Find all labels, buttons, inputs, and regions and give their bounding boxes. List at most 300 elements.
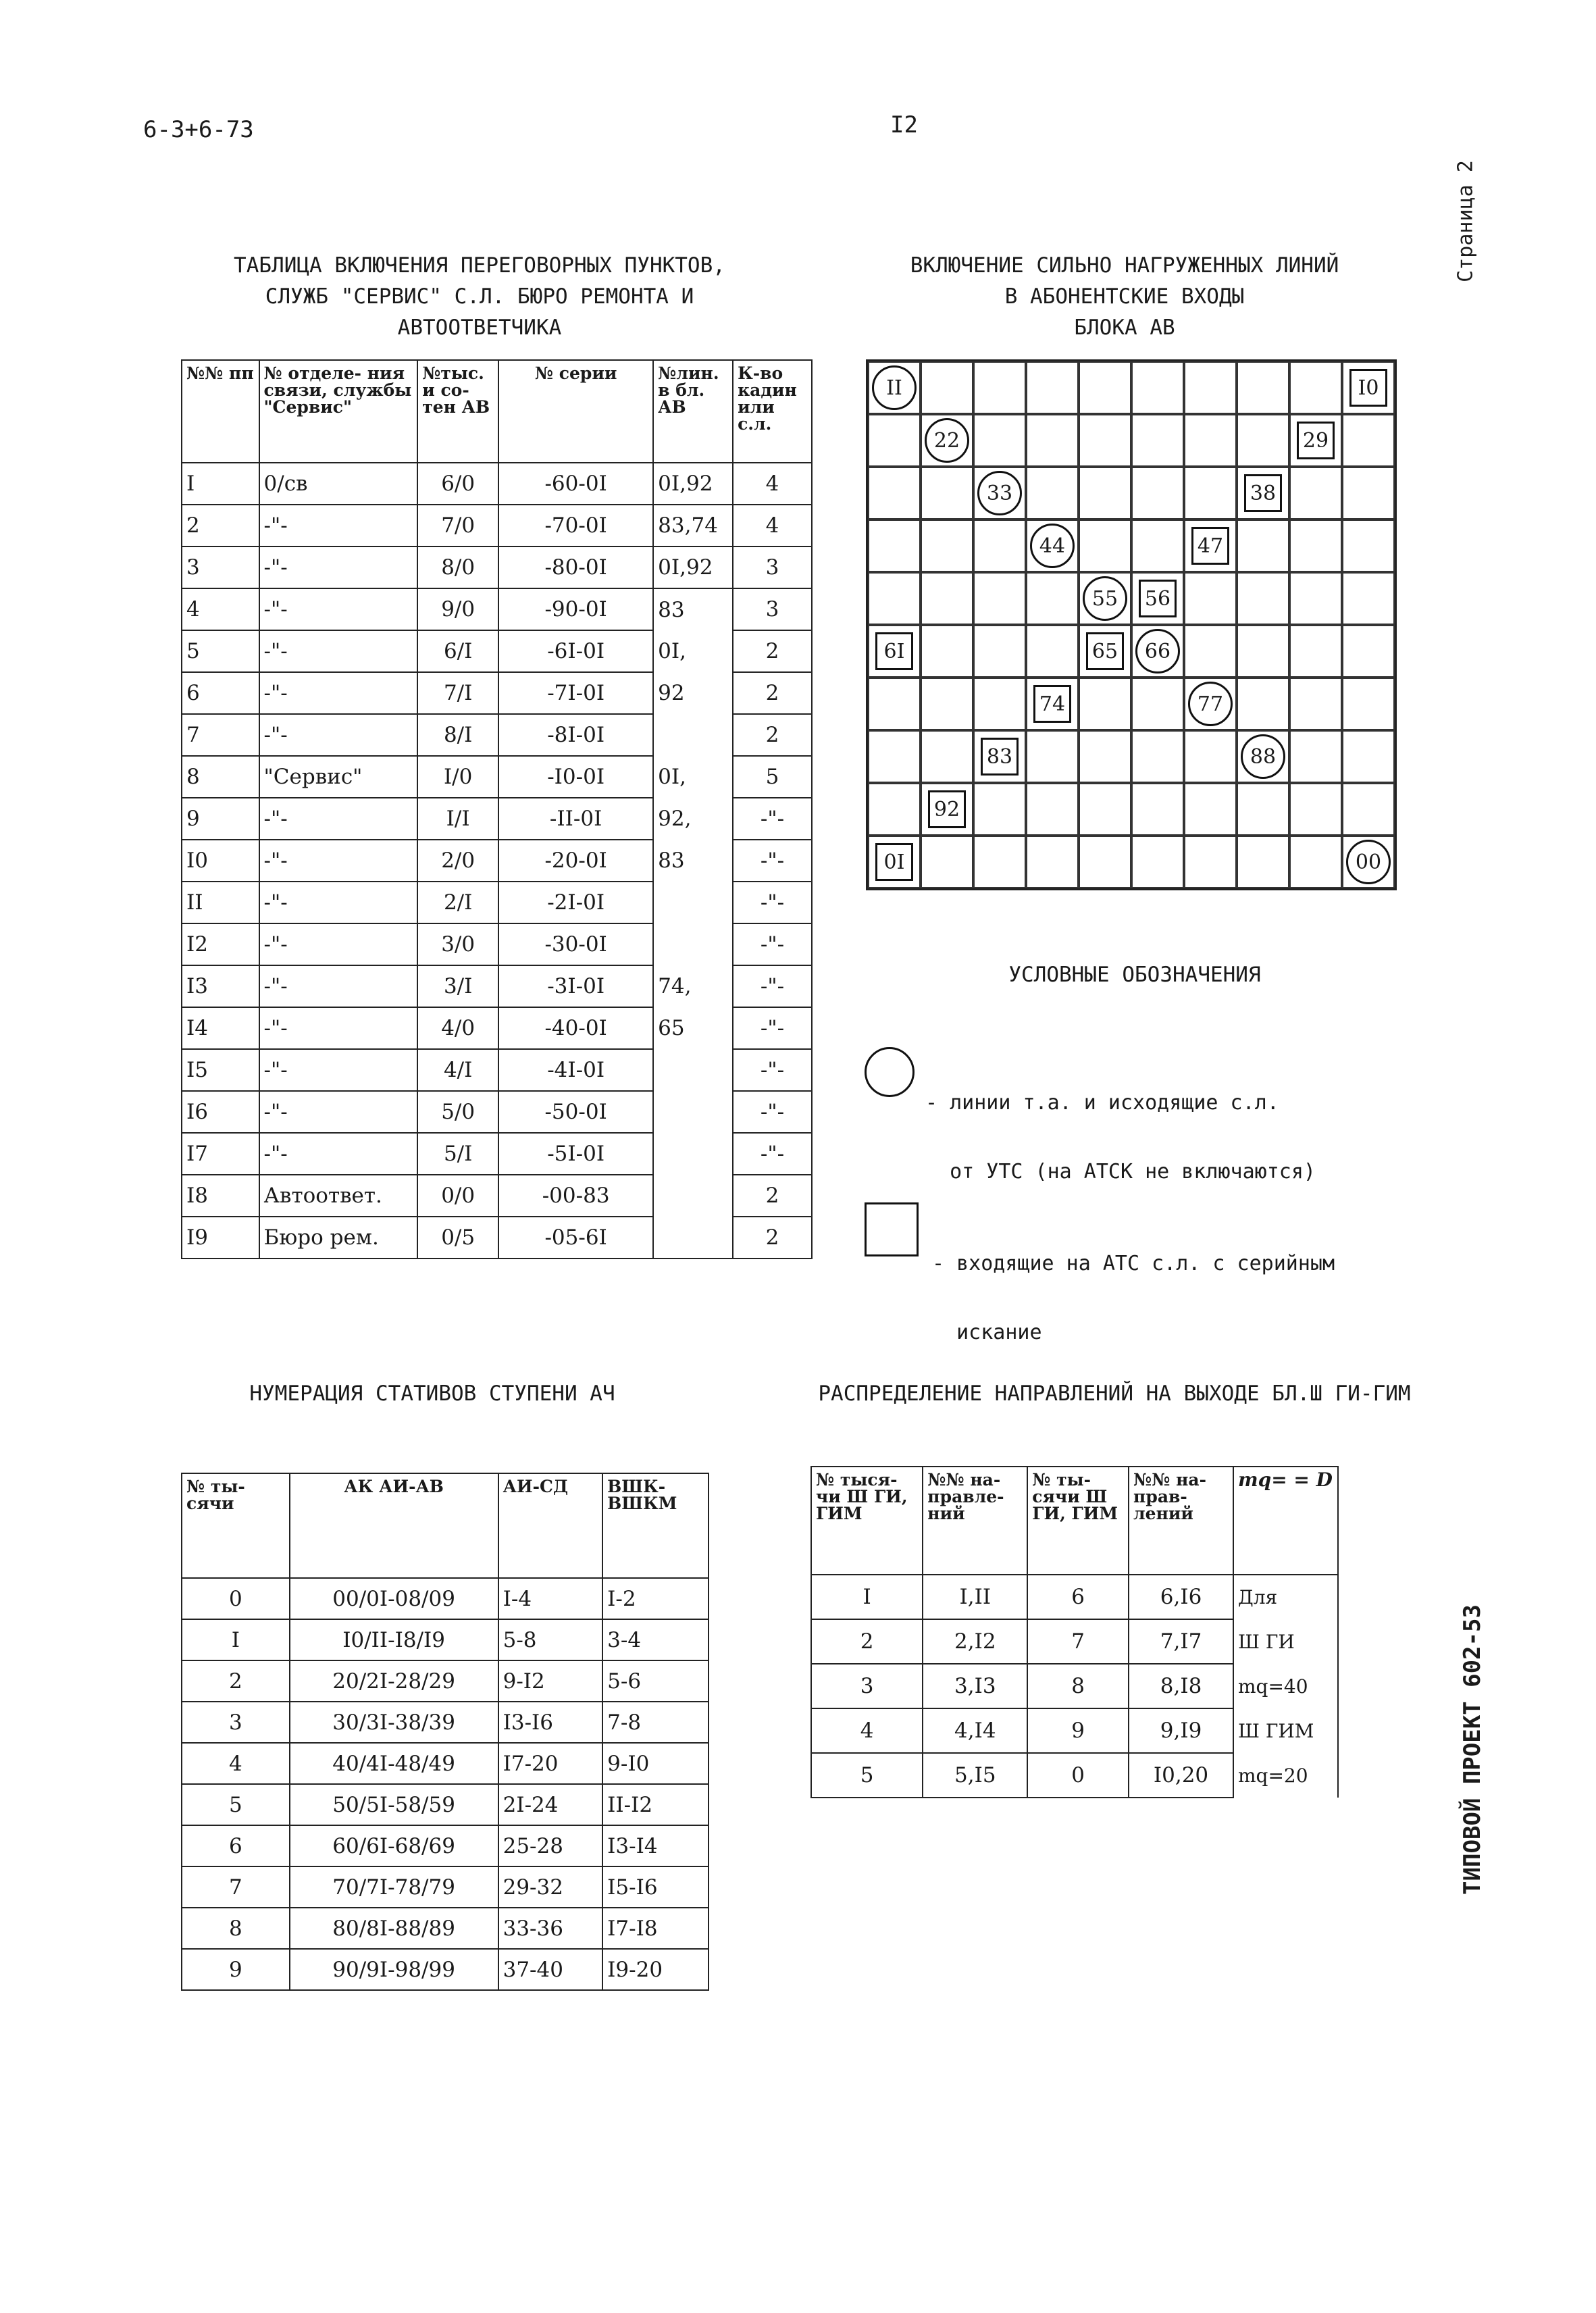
grid-cell (973, 361, 1026, 414)
table-cell: 5,I5 (923, 1753, 1027, 1798)
table-cell: -"- (259, 588, 418, 630)
grid-square-mark: 83 (981, 738, 1019, 776)
table-cell: 00/0I-08/09 (290, 1578, 498, 1619)
grid-cell (868, 572, 921, 625)
table1-header-row (182, 360, 812, 463)
table-cell: -"- (733, 1049, 812, 1091)
table-cell: 4 (182, 588, 259, 630)
grid-cell (1026, 361, 1079, 414)
table-cell: 2 (733, 630, 812, 672)
table-row (182, 505, 812, 547)
grid-cell (1079, 519, 1131, 572)
table3-header-row (811, 1467, 1338, 1575)
table-cell: mq=20 (1233, 1753, 1338, 1798)
grid-cell (1237, 361, 1289, 414)
grid-cell (973, 572, 1026, 625)
table-cell: 83,74 (653, 505, 733, 547)
grid-cell (1026, 836, 1079, 888)
table-cell: 0/5 (417, 1217, 498, 1259)
table-row (182, 965, 812, 1007)
grid-title-line3: БЛОКА АВ (1074, 315, 1175, 340)
legend-square-icon (865, 1202, 919, 1256)
table-cell: 8 (182, 756, 259, 798)
table-row (182, 882, 812, 923)
grid-cell (1289, 519, 1342, 572)
table-cell (653, 1217, 733, 1259)
table-cell: 83 (653, 840, 733, 882)
table-cell: -50-0I (498, 1091, 653, 1133)
table3-header-cell: №№ на- правле- ний (923, 1467, 1027, 1575)
table-cell: I (182, 1619, 290, 1660)
table-row (182, 672, 812, 714)
table-cell: II-I2 (602, 1784, 709, 1825)
grid-circle-mark: 00 (1346, 840, 1391, 884)
grid-circle-mark: 55 (1083, 576, 1127, 621)
table1-title-line2: СЛУЖБ "СЕРВИС" С.Л. БЮРО РЕМОНТА И (265, 284, 694, 309)
grid-cell (921, 678, 973, 730)
table-cell: I3 (182, 965, 259, 1007)
table-row (182, 1866, 709, 1908)
grid-cell (1342, 519, 1395, 572)
table-cell: -6I-0I (498, 630, 653, 672)
table-cell: I5-I6 (602, 1866, 709, 1908)
table-cell: 9-I0 (602, 1743, 709, 1784)
table2-header-cell: АИ-СД (498, 1473, 603, 1578)
table-cell: I0 (182, 840, 259, 882)
table-cell: 9 (1027, 1708, 1129, 1753)
grid-cell (1184, 730, 1237, 783)
grid-cell (1289, 625, 1342, 678)
table-cell: -"- (733, 1133, 812, 1175)
table-cell: 74, (653, 965, 733, 1007)
table-cell: 92, (653, 798, 733, 840)
table-cell: -8I-0I (498, 714, 653, 756)
table-cell: 6,I6 (1129, 1575, 1233, 1619)
table-cell: 3,I3 (923, 1664, 1027, 1708)
grid-cell (1184, 361, 1237, 414)
table-cell: 90/9I-98/99 (290, 1949, 498, 1990)
table2-header-cell: АК АИ-АВ (290, 1473, 498, 1578)
table-row (811, 1619, 1338, 1664)
table-cell: 7-8 (602, 1702, 709, 1743)
grid-cell (921, 625, 973, 678)
table-cell: -"- (733, 798, 812, 840)
grid-cell (1237, 625, 1289, 678)
table-cell: 5 (182, 630, 259, 672)
table-row (182, 1619, 709, 1660)
grid-cell (1184, 467, 1237, 519)
grid-square-mark: 92 (928, 790, 966, 828)
table-cell: 4 (733, 505, 812, 547)
grid-cell (1079, 467, 1131, 519)
table-cell: -"- (259, 547, 418, 588)
grid-cell (1026, 467, 1079, 519)
table-cell: 2,I2 (923, 1619, 1027, 1664)
table-cell: 0/св (259, 463, 418, 505)
table-row (182, 1660, 709, 1702)
grid-cell (1342, 572, 1395, 625)
table-cell: -"- (259, 714, 418, 756)
table3-header-cell: № ты- сячи Ш ГИ, ГИМ (1027, 1467, 1129, 1575)
doc-code: 6-3+6-73 (143, 116, 254, 143)
table-row (182, 798, 812, 840)
grid-cell (1237, 678, 1289, 730)
table-cell: -"- (733, 1091, 812, 1133)
table-cell: I,II (923, 1575, 1027, 1619)
legend-circle-line2: от УТС (на АТСК не включаются) (925, 1160, 1316, 1184)
grid-cell (1289, 467, 1342, 519)
table-row (182, 1702, 709, 1743)
table-cell: -"- (259, 505, 418, 547)
table-cell: 4,I4 (923, 1708, 1027, 1753)
table-cell: -"- (259, 1091, 418, 1133)
table1-header-cell: № отделе- ния связи, службы "Сервис" (259, 360, 418, 463)
table-cell: 29-32 (498, 1866, 603, 1908)
table-cell: 7,I7 (1129, 1619, 1233, 1664)
legend-circle-icon (865, 1047, 915, 1097)
grid-cell (1026, 572, 1079, 625)
table-cell: -70-0I (498, 505, 653, 547)
table-cell: -"- (259, 630, 418, 672)
grid-square-mark: 0I (875, 843, 913, 881)
table-cell: I5 (182, 1049, 259, 1091)
table-cell: Ш ГИМ (1233, 1708, 1338, 1753)
table1-header-cell: №тыс. и со- тен АВ (417, 360, 498, 463)
table3-header-cell: №№ на- прав- лений (1129, 1467, 1233, 1575)
grid-cell (921, 361, 973, 414)
table-cell: I6 (182, 1091, 259, 1133)
grid-cell (921, 519, 973, 572)
table-cell: -90-0I (498, 588, 653, 630)
table-cell: 0I,92 (653, 547, 733, 588)
table-cell: 3 (811, 1664, 923, 1708)
legend-square-line2: искание (932, 1321, 1042, 1344)
grid-cell (868, 467, 921, 519)
table-cell: -7I-0I (498, 672, 653, 714)
grid-cell (1184, 414, 1237, 467)
table-cell: I (811, 1575, 923, 1619)
grid-cell (1237, 414, 1289, 467)
table-cell: I-4 (498, 1578, 603, 1619)
table-cell: 33-36 (498, 1908, 603, 1949)
grid-square-mark: 74 (1033, 685, 1071, 723)
table-cell: 8 (1027, 1664, 1129, 1708)
table-cell: 2 (733, 1175, 812, 1217)
table2-title: НУМЕРАЦИЯ СТАТИВОВ СТУПЕНИ АЧ (249, 1381, 615, 1406)
grid-cell (868, 678, 921, 730)
table-cell: -5I-0I (498, 1133, 653, 1175)
grid-circle-mark: 66 (1135, 629, 1180, 673)
table-cell: -"- (733, 840, 812, 882)
table3-title: РАСПРЕДЕЛЕНИЕ НАПРАВЛЕНИЙ НА ВЫХОДЕ БЛ.Ш ГИ-ГИМ (818, 1381, 1411, 1406)
line-grid (866, 359, 1397, 890)
grid-cell (1237, 519, 1289, 572)
table-row (182, 1949, 709, 1990)
table-cell: 6 (182, 672, 259, 714)
legend-title: УСЛОВНЫЕ ОБОЗНАЧЕНИЯ (1008, 963, 1261, 987)
table-cell: 7 (182, 714, 259, 756)
grid-square-mark: 65 (1086, 632, 1124, 670)
table-row (182, 923, 812, 965)
table-row (182, 547, 812, 588)
grid-cell (1289, 361, 1342, 414)
grid-square-mark: 38 (1244, 474, 1282, 512)
table-cell: 0 (182, 1578, 290, 1619)
grid-title (838, 250, 1412, 343)
table-cell: 9 (182, 798, 259, 840)
direction-distribution-table (810, 1466, 1339, 1798)
table-cell: -4I-0I (498, 1049, 653, 1091)
table-row (182, 1217, 812, 1259)
table-cell (653, 1091, 733, 1133)
grid-cell (1131, 467, 1184, 519)
table-cell: 65 (653, 1007, 733, 1049)
table-cell: -20-0I (498, 840, 653, 882)
table-row (182, 1743, 709, 1784)
table-cell: 92 (653, 672, 733, 714)
grid-cell (973, 783, 1026, 836)
table-cell: -40-0I (498, 1007, 653, 1049)
table-row (182, 1007, 812, 1049)
table-cell: I8 (182, 1175, 259, 1217)
table-cell: 3/0 (417, 923, 498, 965)
table-cell: 5/0 (417, 1091, 498, 1133)
table-cell: 2 (733, 714, 812, 756)
table-cell: 8/0 (417, 547, 498, 588)
grid-cell (1079, 730, 1131, 783)
table-cell: -"- (259, 882, 418, 923)
grid-cell (1289, 730, 1342, 783)
table-cell: -2I-0I (498, 882, 653, 923)
table-cell: I7-20 (498, 1743, 603, 1784)
grid-cell (1131, 519, 1184, 572)
table-row (182, 463, 812, 505)
grid-cell (921, 836, 973, 888)
table-cell: 3 (182, 547, 259, 588)
table-cell: 80/8I-88/89 (290, 1908, 498, 1949)
legend-circle-text (925, 1046, 1316, 1206)
table-row (182, 1175, 812, 1217)
grid-cell (973, 625, 1026, 678)
grid-cell (973, 678, 1026, 730)
table-cell: I7 (182, 1133, 259, 1175)
legend-square-text (932, 1206, 1335, 1367)
grid-circle-mark: 22 (925, 418, 969, 463)
table-cell: I-2 (602, 1578, 709, 1619)
table-cell: 2 (733, 1217, 812, 1259)
table-cell: 5-8 (498, 1619, 603, 1660)
table-cell: -80-0I (498, 547, 653, 588)
grid-circle-mark: 33 (977, 471, 1022, 515)
table-cell: 4/I (417, 1049, 498, 1091)
grid-cell (921, 572, 973, 625)
table-cell: 20/2I-28/29 (290, 1660, 498, 1702)
table-cell (653, 714, 733, 756)
table-cell: 6/I (417, 630, 498, 672)
table-cell: 60/6I-68/69 (290, 1825, 498, 1866)
table-cell: mq=40 (1233, 1664, 1338, 1708)
table-cell: 9,I9 (1129, 1708, 1233, 1753)
table-cell: 0I, (653, 756, 733, 798)
table-cell: I (182, 463, 259, 505)
grid-cell (1131, 678, 1184, 730)
table-cell: -"- (733, 882, 812, 923)
table1-header-cell: №лин. в бл. АВ (653, 360, 733, 463)
table1-header-cell: № серии (498, 360, 653, 463)
table-cell: 7 (1027, 1619, 1129, 1664)
table1-header-cell: №№ пп (182, 360, 259, 463)
table-cell: 0I,92 (653, 463, 733, 505)
table-cell: Ш ГИ (1233, 1619, 1338, 1664)
table-cell: 50/5I-58/59 (290, 1784, 498, 1825)
table-cell: Автоответ. (259, 1175, 418, 1217)
table-row (182, 1091, 812, 1133)
table-row (182, 1908, 709, 1949)
grid-cell (1237, 836, 1289, 888)
table-cell: 6 (182, 1825, 290, 1866)
grid-cell (1342, 678, 1395, 730)
table-cell (653, 1049, 733, 1091)
grid-cell (1184, 625, 1237, 678)
table-cell: Бюро рем. (259, 1217, 418, 1259)
table-cell: 3 (182, 1702, 290, 1743)
grid-cell (1289, 783, 1342, 836)
table-cell: I3-I6 (498, 1702, 603, 1743)
grid-square-mark: 56 (1139, 580, 1177, 617)
table-cell: 83 (653, 588, 733, 630)
grid-cell (1289, 678, 1342, 730)
table2-header-row (182, 1473, 709, 1578)
table-cell: 5 (182, 1784, 290, 1825)
table-cell: 2 (182, 1660, 290, 1702)
table-cell: -I0-0I (498, 756, 653, 798)
table1-header-cell: К-во кадин или с.л. (733, 360, 812, 463)
table-cell (653, 1175, 733, 1217)
table-cell: 3 (733, 547, 812, 588)
grid-cell (1131, 414, 1184, 467)
page-number: I2 (890, 111, 918, 138)
grid-circle-mark: 88 (1241, 734, 1285, 779)
grid-cell (1131, 361, 1184, 414)
grid-cell (973, 836, 1026, 888)
table-cell (653, 882, 733, 923)
table-cell: -"- (259, 923, 418, 965)
table-cell: 6 (1027, 1575, 1129, 1619)
table-cell: 7/0 (417, 505, 498, 547)
grid-cell (1079, 678, 1131, 730)
grid-circle-mark: II (872, 365, 917, 410)
table-cell (653, 923, 733, 965)
table-cell: 9-I2 (498, 1660, 603, 1702)
table-cell: -II-0I (498, 798, 653, 840)
grid-cell (1026, 783, 1079, 836)
table2-header-cell: № ты- сячи (182, 1473, 290, 1578)
table-cell: 9 (182, 1949, 290, 1990)
table-cell: I/I (417, 798, 498, 840)
grid-cell (1026, 730, 1079, 783)
grid-cell (1342, 730, 1395, 783)
table-cell: -3I-0I (498, 965, 653, 1007)
grid-cell (1184, 783, 1237, 836)
grid-square-mark: I0 (1349, 369, 1387, 407)
grid-circle-mark: 44 (1030, 524, 1075, 568)
legend-square-line1: - входящие на АТС с.л. с серийным (932, 1252, 1335, 1275)
table-cell: 5-6 (602, 1660, 709, 1702)
table-cell: 7/I (417, 672, 498, 714)
table-cell: -30-0I (498, 923, 653, 965)
grid-cell (1289, 572, 1342, 625)
grid-cell (1184, 572, 1237, 625)
table-cell: "Сервис" (259, 756, 418, 798)
table3-header-cell: № тыся- чи Ш ГИ, ГИМ (811, 1467, 923, 1575)
table-cell: -"- (259, 1133, 418, 1175)
table-cell: -"- (259, 840, 418, 882)
table-row (182, 840, 812, 882)
grid-cell (1289, 836, 1342, 888)
table-cell: II (182, 882, 259, 923)
grid-cell (973, 519, 1026, 572)
table-cell (653, 1133, 733, 1175)
grid-cell (868, 519, 921, 572)
grid-cell (973, 414, 1026, 467)
grid-cell (1079, 836, 1131, 888)
table-row (182, 630, 812, 672)
table-cell: -"- (733, 923, 812, 965)
grid-cell (1342, 625, 1395, 678)
table-cell: I9-20 (602, 1949, 709, 1990)
table-row (182, 588, 812, 630)
table-cell: 0 (1027, 1753, 1129, 1798)
table1-title-line1: ТАБЛИЦА ВКЛЮЧЕНИЯ ПЕРЕГОВОРНЫХ ПУНКТОВ, (234, 253, 725, 278)
table-cell: 40/4I-48/49 (290, 1743, 498, 1784)
table-cell: -00-83 (498, 1175, 653, 1217)
grid-cell (868, 414, 921, 467)
table-cell: 3/I (417, 965, 498, 1007)
legend-circle-line1: - линии т.а. и исходящие с.л. (925, 1091, 1279, 1115)
table-cell: 5 (811, 1753, 923, 1798)
grid-cell (1131, 783, 1184, 836)
table-row (811, 1753, 1338, 1798)
table-cell: -"- (259, 672, 418, 714)
table-cell: 2 (182, 505, 259, 547)
table-cell: -60-0I (498, 463, 653, 505)
page-label: Страница 2 (1453, 160, 1478, 282)
grid-cell (1131, 730, 1184, 783)
grid-cell (1079, 783, 1131, 836)
table-cell: 3-4 (602, 1619, 709, 1660)
table-cell: -"- (259, 1007, 418, 1049)
table-cell: I/0 (417, 756, 498, 798)
table-cell: 7 (182, 1866, 290, 1908)
table-cell: 8,I8 (1129, 1664, 1233, 1708)
grid-cell (868, 730, 921, 783)
table-cell: 5/I (417, 1133, 498, 1175)
grid-cell (868, 783, 921, 836)
grid-cell (1342, 414, 1395, 467)
table-row (811, 1708, 1338, 1753)
table-cell: 70/7I-78/79 (290, 1866, 498, 1908)
grid-cell (1079, 414, 1131, 467)
table1-title-line3: АВТООТВЕТЧИКА (397, 315, 562, 340)
table-row (811, 1575, 1338, 1619)
table-cell: I2 (182, 923, 259, 965)
grid-cell (1237, 783, 1289, 836)
table-cell: 4 (811, 1708, 923, 1753)
table-cell: 30/3I-38/39 (290, 1702, 498, 1743)
table-row (182, 1784, 709, 1825)
table-cell: 8 (182, 1908, 290, 1949)
table-cell: -"- (733, 1007, 812, 1049)
